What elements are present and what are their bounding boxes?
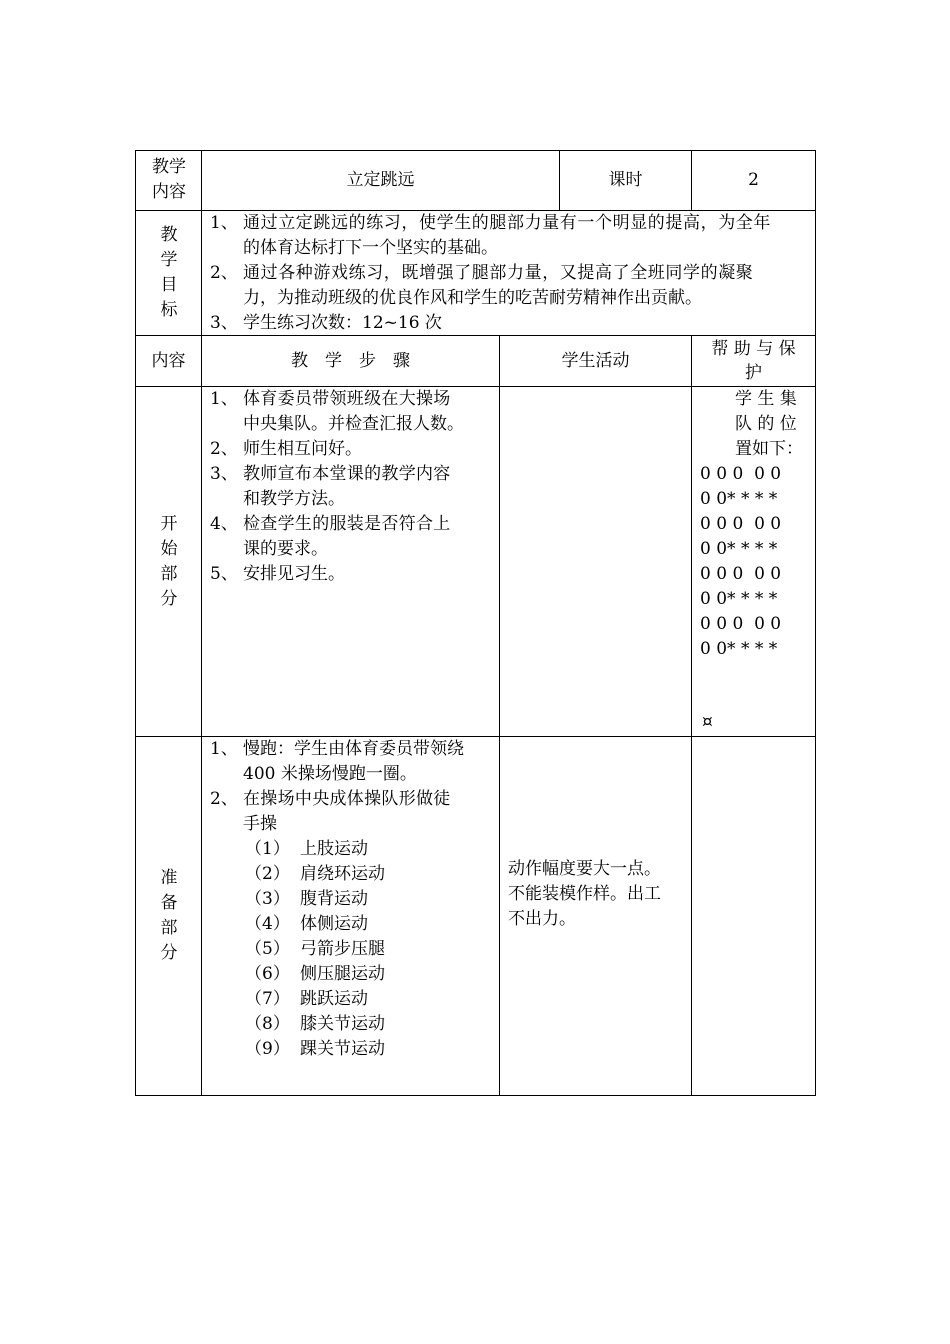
step-text: 400 米操场慢跑一圈。	[243, 764, 417, 784]
help-text: 学 生 集	[735, 389, 797, 409]
col-header-help: 帮 助 与 保	[711, 339, 796, 359]
table-border	[499, 335, 500, 1096]
list-number: 5、	[210, 564, 238, 584]
activity-text: 动作幅度要大一点。	[508, 859, 661, 879]
list-number: 3、	[210, 464, 238, 484]
objective-text: 通过各种游戏练习，既增强了腿部力量，又提高了全班同学的凝聚	[243, 263, 754, 283]
step-text: 安排见习生。	[243, 564, 345, 584]
formation-row: 0 0* * * *	[700, 589, 778, 609]
objective-text: 学生练习次数：12~16 次	[243, 313, 442, 333]
activity-text: 不出力。	[508, 909, 576, 929]
col-header-content: 内容	[151, 351, 186, 371]
help-text: 置如下：	[735, 439, 803, 459]
sub-number: （1）	[245, 839, 290, 859]
table-border	[815, 150, 816, 1096]
sub-number: （7）	[245, 989, 290, 1009]
list-number: 1、	[210, 213, 238, 233]
list-number: 2、	[210, 439, 238, 459]
formation-row: 0 0 0 0 0	[700, 614, 782, 634]
list-number: 2、	[210, 789, 238, 809]
step-text: 课的要求。	[243, 539, 328, 559]
step-text: 慢跑：学生由体育委员带领绕	[243, 739, 464, 759]
formation-row: 0 0* * * *	[700, 639, 778, 659]
formation-row: 0 0 0 0 0	[700, 464, 782, 484]
teaching-content-label	[136, 155, 202, 205]
exercise-item: 侧压腿运动	[300, 964, 385, 984]
list-number: 3、	[210, 313, 238, 333]
label-line: 准	[160, 868, 178, 888]
list-number: 1、	[210, 739, 238, 759]
col-header-help: 护	[745, 363, 762, 383]
label-line: 内容	[152, 182, 186, 202]
step-text: 教师宣布本堂课的教学内容	[243, 464, 451, 484]
exercise-item: 肩绕环运动	[300, 864, 385, 884]
start-section-label	[136, 512, 202, 612]
formation-row: 0 0 0 0 0	[700, 514, 782, 534]
exercise-item: 膝关节运动	[300, 1014, 385, 1034]
list-number: 2、	[210, 263, 238, 283]
label-line: 学	[160, 250, 178, 270]
step-text: 师生相互问好。	[243, 439, 362, 459]
step-text: 体育委员带领班级在大操场	[243, 389, 451, 409]
label-line: 分	[160, 589, 178, 609]
objectives-label	[136, 223, 202, 323]
label-line: 开	[160, 514, 178, 534]
sub-number: （2）	[245, 864, 290, 884]
label-line: 教学	[152, 157, 186, 177]
exercise-item: 弓箭步压腿	[300, 939, 385, 959]
lesson-topic: 立定跳远	[346, 170, 415, 190]
exercise-item: 上肢运动	[300, 839, 368, 859]
col-header-steps: 教 学 步 骤	[291, 351, 410, 371]
label-line: 目	[160, 275, 178, 295]
label-line: 备	[160, 893, 178, 913]
label-line: 部	[160, 564, 178, 584]
sub-number: （4）	[245, 914, 290, 934]
sub-number: （9）	[245, 1039, 290, 1059]
formation-row: 0 0 0 0 0	[700, 564, 782, 584]
sub-number: （3）	[245, 889, 290, 909]
prep-section-label	[136, 866, 202, 966]
exercise-item: 跳跃运动	[300, 989, 368, 1009]
hours-label: 课时	[608, 170, 643, 190]
objective-text: 的体育达标打下一个坚实的基础。	[243, 238, 498, 258]
step-text: 和教学方法。	[243, 489, 345, 509]
objective-text: 通过立定跳远的练习，使学生的腿部力量有一个明显的提高，为全年	[243, 213, 771, 233]
sub-number: （6）	[245, 964, 290, 984]
sub-number: （8）	[245, 1014, 290, 1034]
objective-text: 力，为推动班级的优良作风和学生的吃苦耐劳精神作出贡献。	[243, 288, 702, 308]
formation-row: 0 0* * * *	[700, 489, 778, 509]
step-text: 在操场中央成体操队形做徒	[243, 789, 451, 809]
exercise-item: 踝关节运动	[300, 1039, 385, 1059]
list-number: 4、	[210, 514, 238, 534]
formation-row: 0 0* * * *	[700, 539, 778, 559]
help-text: 队 的 位	[735, 414, 797, 434]
label-line: 部	[160, 918, 178, 938]
label-line: 教	[160, 225, 178, 245]
table-border	[691, 335, 692, 1096]
activity-text: 不能装模作样。出工	[508, 884, 661, 904]
table-border	[135, 1095, 816, 1096]
exercise-item: 体侧运动	[300, 914, 368, 934]
label-line: 始	[160, 539, 178, 559]
col-header-activity: 学生活动	[561, 351, 630, 371]
table-border	[135, 150, 816, 151]
hours-value: 2	[748, 170, 759, 190]
step-text: 手操	[243, 814, 277, 834]
step-text: 中央集队。并检查汇报人数。	[243, 414, 464, 434]
exercise-item: 腹背运动	[300, 889, 368, 909]
teacher-position-icon: ¤	[702, 712, 713, 732]
label-line: 标	[160, 300, 178, 320]
list-number: 1、	[210, 389, 238, 409]
sub-number: （5）	[245, 939, 290, 959]
step-text: 检查学生的服装是否符合上	[243, 514, 451, 534]
label-line: 分	[160, 943, 178, 963]
